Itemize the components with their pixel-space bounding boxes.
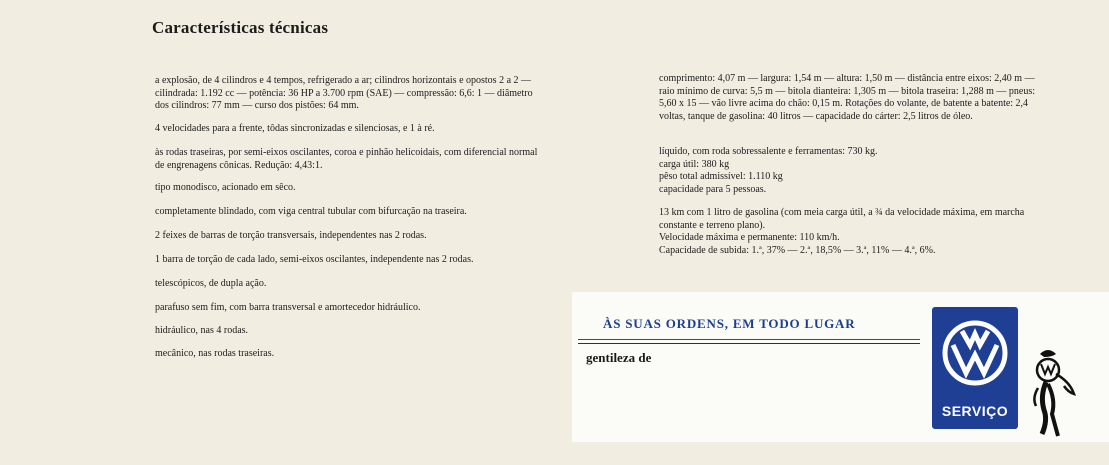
spec-text: 2 feixes de barras de torção transversais, independentes nas 2 rodas. (155, 230, 427, 241)
spec-text: hidráulico, nas 4 rodas. (155, 325, 249, 336)
divider (578, 343, 920, 344)
spec-text: 1 barra de torção de cada lado, semi-eixos oscilantes, independente nas 2 rodas. (155, 254, 474, 265)
spec-text: 13 km com 1 litro de gasolina (com meia carga útil, a ¾ da velocidade máxima, em marcha constante e terreno plano). Velocidade máxima e permanente: 110 km/h. Capacidade de subida: 1.ª, 37% — 2.ª, 18,5% — 3.ª, 11% — 4.ª, 6%. (659, 207, 1025, 256)
spec-text: tipo monodisco, acionado em sêco. (155, 182, 296, 193)
divider (578, 339, 920, 340)
spec-text: 4 velocidades para a frente, tôdas sincronizadas e silenciosas, e 1 à ré. (155, 123, 435, 134)
spec-text: completamente blindado, com viga central tubular com bifurcação na traseira. (155, 206, 467, 217)
spec-text: a explosão, de 4 cilindros e 4 tempos, refrigerado a ar; cilindros horizontais e opostos 2 a 2 — cilindrada: 1.192 cc — potência: 36 HP a 3.700 rpm (SAE) — compressão: 6,6: 1 — diâmetro dos cilindros: 77 mm — curso dos pistões: 64 mm. (155, 75, 533, 111)
vw-service-badge (932, 307, 1018, 429)
spec-text: telescópicos, de dupla ação. (155, 278, 267, 289)
mascot-figure-icon (1030, 348, 1080, 440)
slogan: ÀS SUAS ORDENS, EM TODO LUGAR (603, 316, 856, 331)
courtesy-label: gentileza de (586, 350, 652, 365)
spec-text: parafuso sem fim, com barra transversal e amortecedor hidráulico. (155, 302, 421, 313)
spec-text: mecânico, nas rodas traseiras. (155, 348, 275, 359)
service-label: SERVIÇO (941, 403, 1009, 419)
vw-logo-icon (940, 315, 1010, 395)
spec-text: comprimento: 4,07 m — largura: 1,54 m — altura: 1,50 m — distância entre eixos: 2,40 m — raio mínimo de curva: 5,5 m — bitola dianteira: 1,305 m — bitola traseira: 1,288 m — pneus: 5,60 x 15 — vão livre acima do chão: 0,15 m. Rotações do volante, de batente a batente: 2,4 voltas, tanque de gasolina: 40 litros — capacidade do cárter: 2,5 litros de óleo. (659, 73, 1036, 122)
spec-text: às rodas traseiras, por semi-eixos oscilantes, coroa e pinhão helicoidais, com diferencial normal de engrenagens cônicas. Redução: 4,43:1. (155, 147, 538, 171)
dealer-stamp-area (572, 292, 1109, 442)
page-title: Características técnicas (152, 18, 329, 37)
spec-text: líquido, com roda sobressalente e ferramentas: 730 kg. carga útil: 380 kg pêso total admissível: 1.110 kg capacidade para 5 pessoas. (659, 146, 878, 195)
